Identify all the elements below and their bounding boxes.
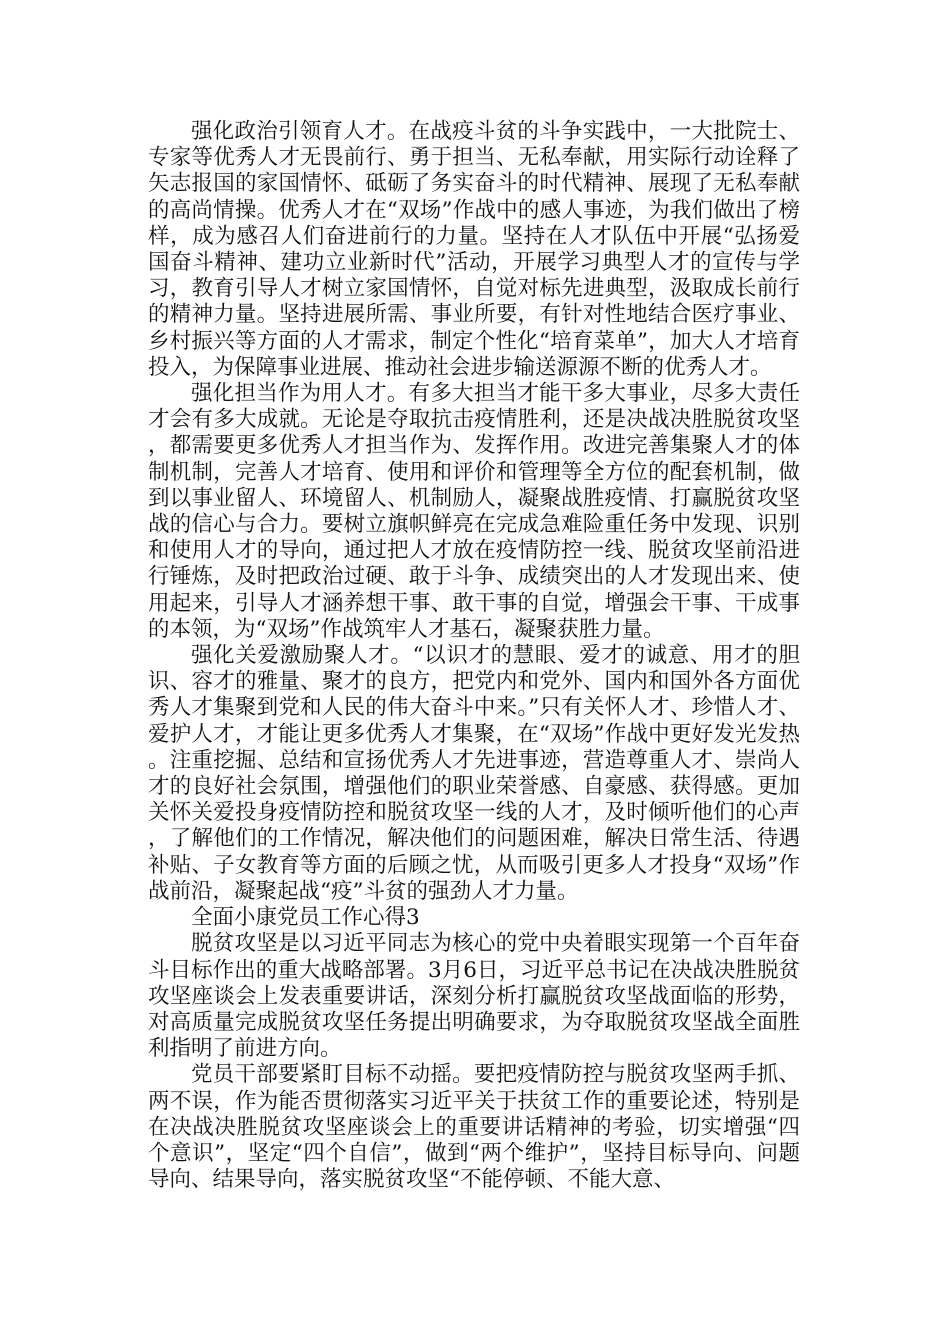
- paragraph-party-members: 党员干部要紧盯目标不动摇。要把疫情防控与脱贫攻坚两手抓、两不误，作为能否贯彻落实习近平关于扶贫工作的重要论述，特别是在决战决胜脱贫攻坚座谈会上的重要讲话精神的考验，切实增强“四个意识”，坚定“四个自信”，做到“两个维护”，坚持目标导向、问题导向、结果导向，落实脱贫攻坚“不能停顿、不能大意、: [148, 1062, 800, 1193]
- paragraph-talent-cultivation: 强化政治引领育人才。在战疫斗贫的斗争实践中，一大批院士、专家等优秀人才无畏前行、勇于担当、无私奉献，用实际行动诠释了矢志报国的家国情怀、砥砺了务实奋斗的时代精神、展现了无私奉献的高尚情操。优秀人才在“双场”作战中的感人事迹，为我们做出了榜样，成为感召人们奋进前行的力量。坚持在人才队伍中开展“弘扬爱国奋斗精神、建功立业新时代”活动，开展学习典型人才的宣传与学习，教育引导人才树立家国情怀，自觉对标先进典型，汲取成长前行的精神力量。坚持进展所需、事业所要，有针对性地结合医疗事业、乡村振兴等方面的人才需求，制定个性化“培育菜单”，加大人才培育投入，为保障事业进展、推动社会进步输送源源不断的优秀人才。: [148, 119, 800, 380]
- section-heading: 全面小康党员工作心得3: [191, 905, 420, 931]
- paragraph-poverty-alleviation: 脱贫攻坚是以习近平同志为核心的党中央着眼实现第一个百年奋斗目标作出的重大战略部署。3月6日，习近平总书记在决战决胜脱贫攻坚座谈会上发表重要讲话，深刻分析打赢脱贫攻坚战面临的形势，对高质量完成脱贫攻坚任务提出明确要求，为夺取脱贫攻坚战全面胜利指明了前进方向。: [148, 931, 800, 1062]
- paragraph-talent-utilization: 强化担当作为用人才。有多大担当才能干多大事业，尽多大责任才会有多大成就。无论是夺取抗击疫情胜利，还是决战决胜脱贫攻坚，都需要更多优秀人才担当作为、发挥作用。改进完善集聚人才的体制机制，完善人才培育、使用和评价和管理等全方位的配套机制，做到以事业留人、环境留人、机制励人，凝聚战胜疫情、打赢脱贫攻坚战的信心与合力。要树立旗帜鲜亮在完成急难险重任务中发现、识别和使用人才的导向，通过把人才放在疫情防控一线、脱贫攻坚前沿进行锤炼，及时把政治过硬、敢于斗争、成绩突出的人才发现出来、使用起来，引导人才涵养想干事、敢干事的自觉，增强会干事、干成事的本领，为“双场”作战筑牢人才基石，凝聚获胜力量。: [148, 381, 800, 642]
- document-page: [148, 119, 800, 1193]
- paragraph-talent-care: 强化关爱激励聚人才。“以识才的慧眼、爱才的诚意、用才的胆识、容才的雅量、聚才的良方，把党内和党外、国内和国外各方面优秀人才集聚到党和人民的伟大奋斗中来。”只有关怀人才、珍惜人才、爱护人才，才能让更多优秀人才集聚，在“双场”作战中更好发光发热。注重挖掘、总结和宣扬优秀人才先进事迹，营造尊重人才、崇尚人才的良好社会氛围，增强他们的职业荣誉感、自豪感、获得感。更加关怀关爱投身疫情防控和脱贫攻坚一线的人才，及时倾听他们的心声，了解他们的工作情况，解决他们的问题困难，解决日常生活、待遇补贴、子女教育等方面的后顾之忧，从而吸引更多人才投身“双场”作战前沿，凝聚起战“疫”斗贫的强劲人才力量。: [148, 643, 800, 904]
